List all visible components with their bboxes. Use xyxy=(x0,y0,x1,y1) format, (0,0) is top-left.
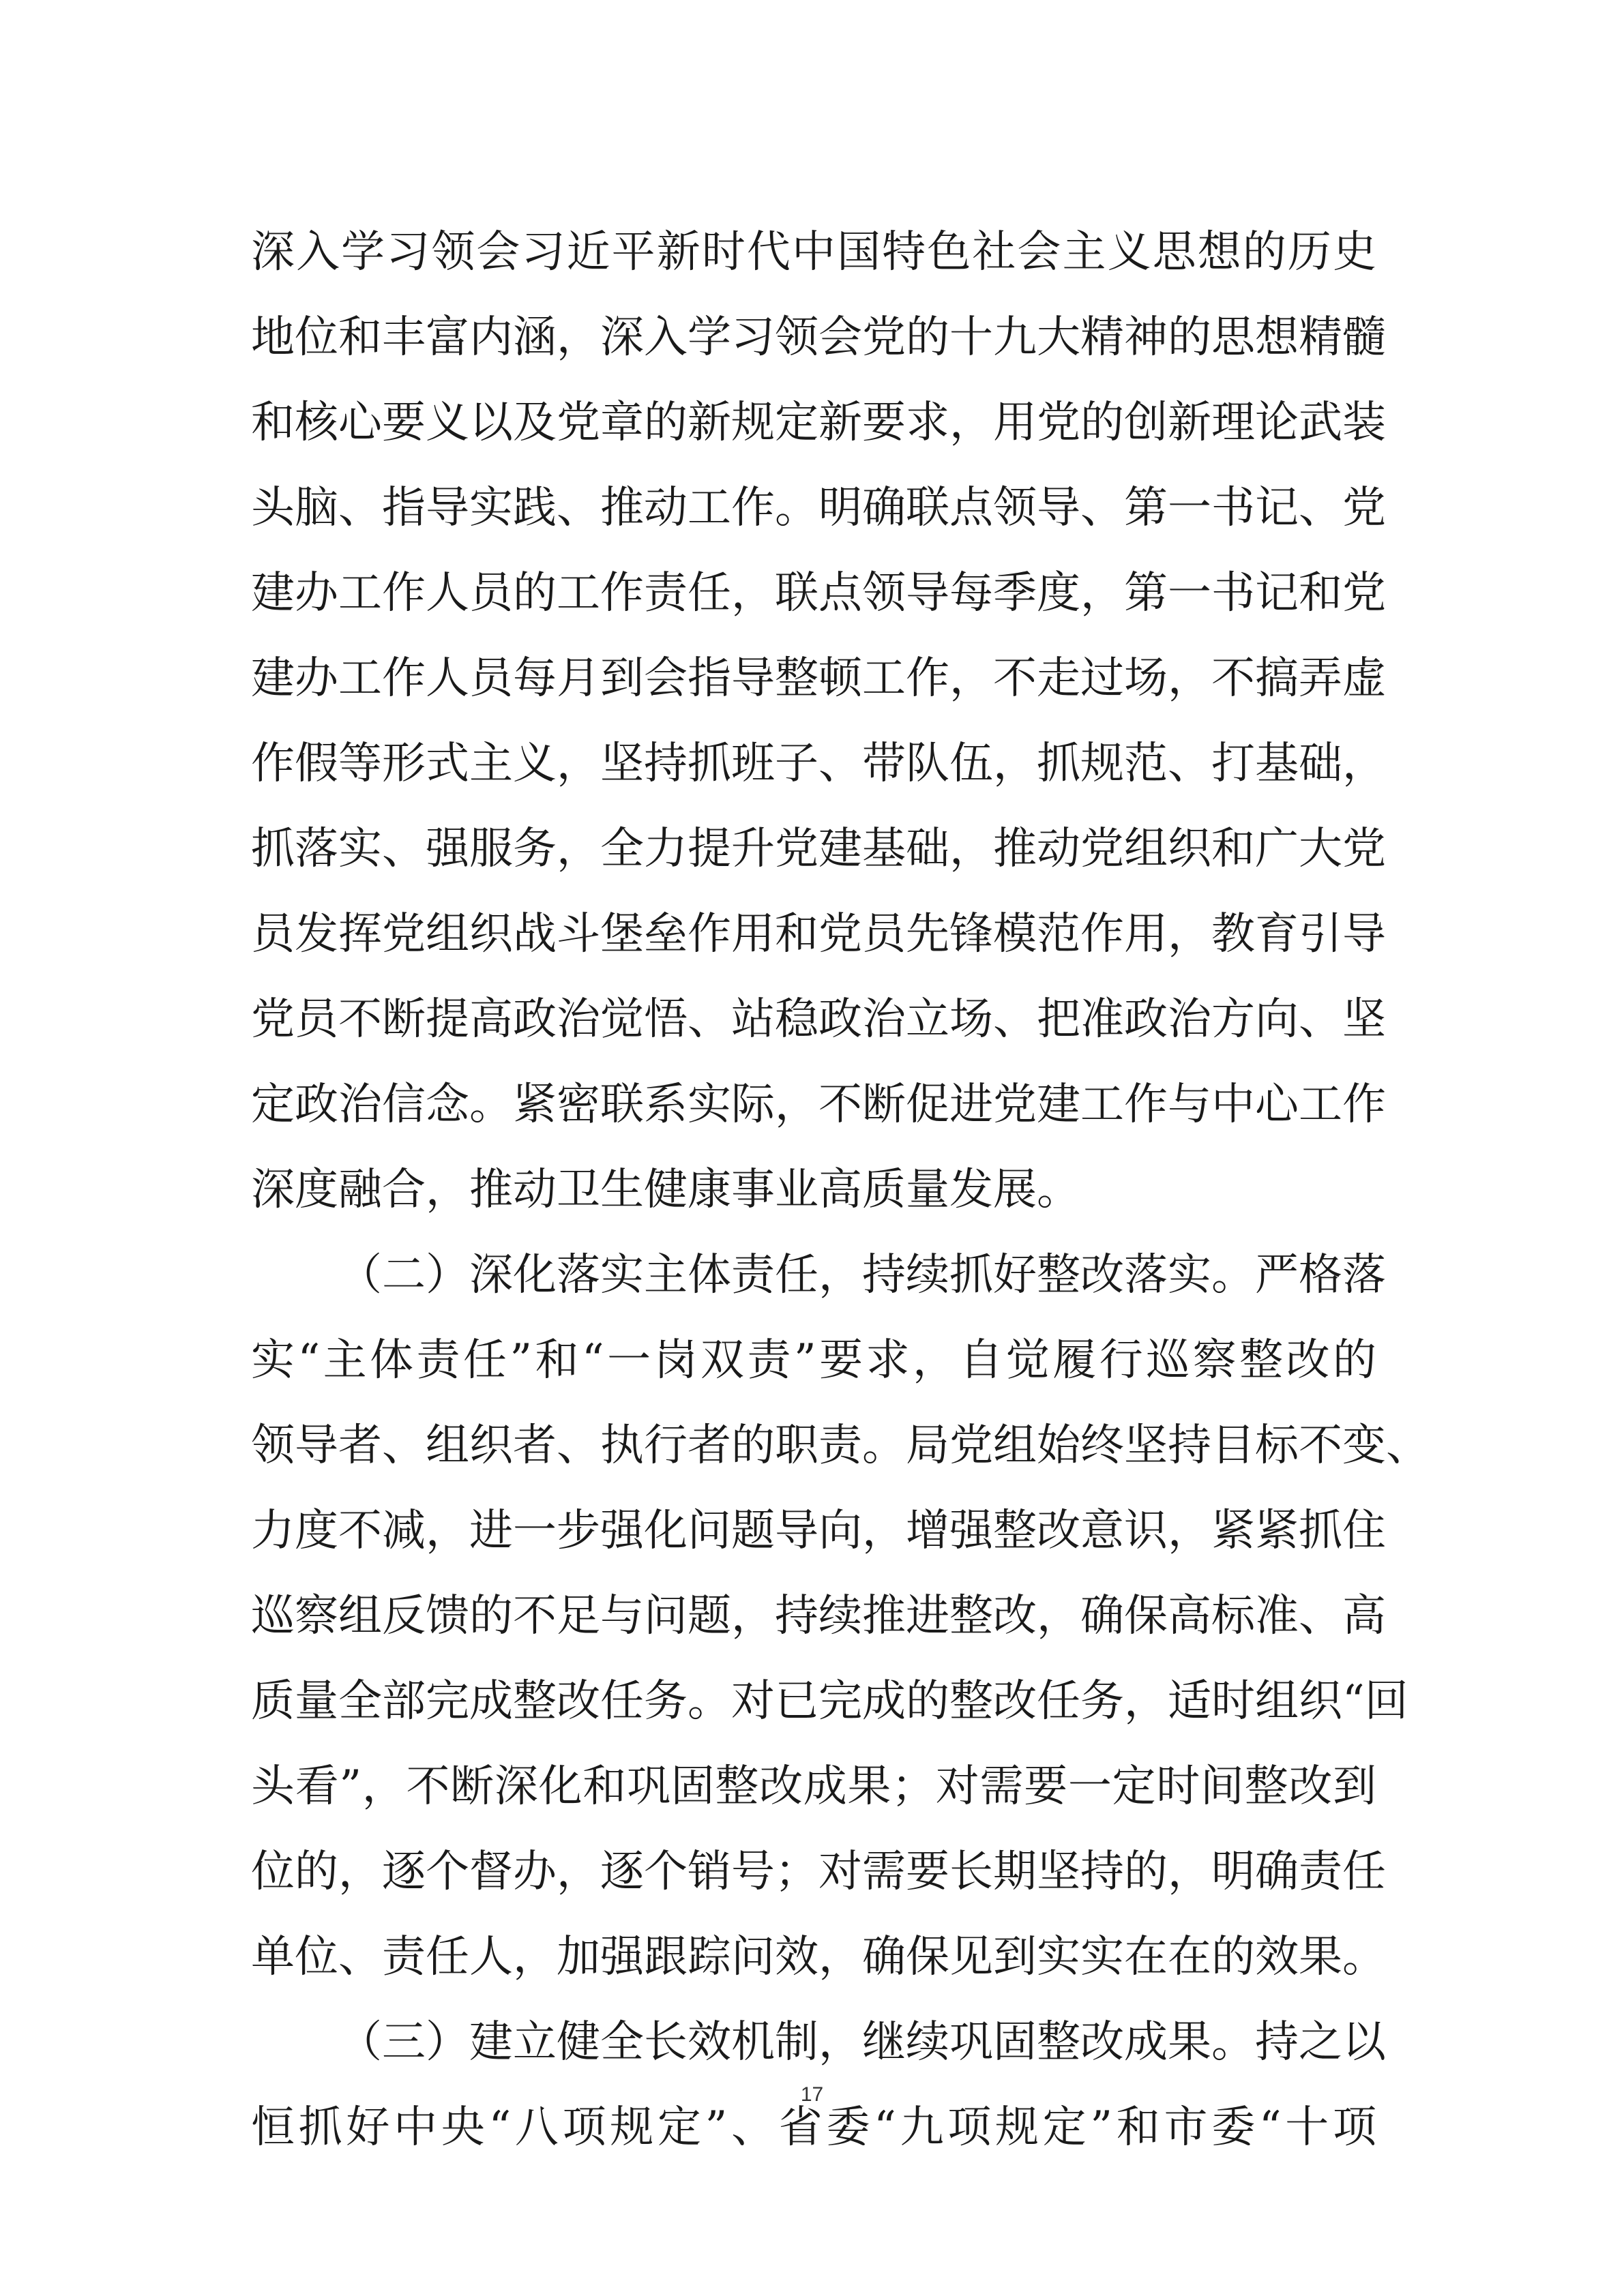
text-line: 地位和丰富内涵，深入学习领会党的十九大精神的思想精髓 xyxy=(251,312,1386,363)
text-line: 头脑、指导实践、推动工作。明确联点领导、第一书记、党 xyxy=(251,483,1386,533)
text-line: 领导者、组织者、执行者的职责。局党组始终坚持目标不变、 xyxy=(251,1420,1430,1471)
section-heading-line: （二）深化落实主体责任，持续抓好整改落实。严格落 xyxy=(338,1250,1386,1300)
text-line: 深入学习领会习近平新时代中国特色社会主义思想的历史 xyxy=(251,227,1376,278)
text-line: 员发挥党组织战斗堡垒作用和党员先锋模范作用，教育引导 xyxy=(251,909,1386,959)
text-line: 建办工作人员每月到会指导整顿工作，不走过场，不搞弄虚 xyxy=(251,653,1386,704)
text-line: 实“主体责任”和“一岗双责”要求，自觉履行巡察整改的 xyxy=(251,1335,1376,1386)
text-line: 建办工作人员的工作责任，联点领导每季度，第一书记和党 xyxy=(251,568,1386,618)
paragraph-1 xyxy=(251,210,1386,1233)
text-line: 定政治信念。紧密联系实际，不断促进党建工作与中心工作 xyxy=(251,1079,1386,1130)
section-heading-line: （三）建立健全长效机制，继续巩固整改成果。持之以 xyxy=(338,2017,1386,2068)
text-line: 和核心要义以及党章的新规定新要求，用党的创新理论武装 xyxy=(251,398,1386,448)
text-line: 深度融合，推动卫生健康事业高质量发展。 xyxy=(251,1165,1080,1215)
page-number: 17 xyxy=(800,2083,824,2106)
text-line: 恒抓好中央“八项规定”、省委“九项规定”和市委“十项 xyxy=(251,2102,1376,2153)
text-line: 抓落实、强服务，全力提升党建基础，推动党组织和广大党 xyxy=(251,824,1386,874)
body-text xyxy=(251,210,1430,2171)
text-line: 力度不减，进一步强化问题导向，增强整改意识，紧紧抓住 xyxy=(251,1506,1386,1556)
text-line: 头看”，不断深化和巩固整改成果；对需要一定时间整改到 xyxy=(251,1761,1376,1812)
text-line: 作假等形式主义，坚持抓班子、带队伍，抓规范、打基础， xyxy=(251,739,1386,789)
text-line: 巡察组反馈的不足与问题，持续推进整改，确保高标准、高 xyxy=(251,1591,1386,1641)
paragraph-2 xyxy=(251,1233,1430,2000)
text-line: 质量全部完成整改任务。对已完成的整改任务，适时组织“回 xyxy=(251,1676,1408,1727)
text-line: 单位、责任人，加强跟踪问效，确保见到实实在在的效果。 xyxy=(251,1932,1386,1982)
text-line: 位的，逐个督办，逐个销号；对需要长期坚持的，明确责任 xyxy=(251,1847,1386,1897)
text-line: 党员不断提高政治觉悟、站稳政治立场、把准政治方向、坚 xyxy=(251,994,1386,1045)
